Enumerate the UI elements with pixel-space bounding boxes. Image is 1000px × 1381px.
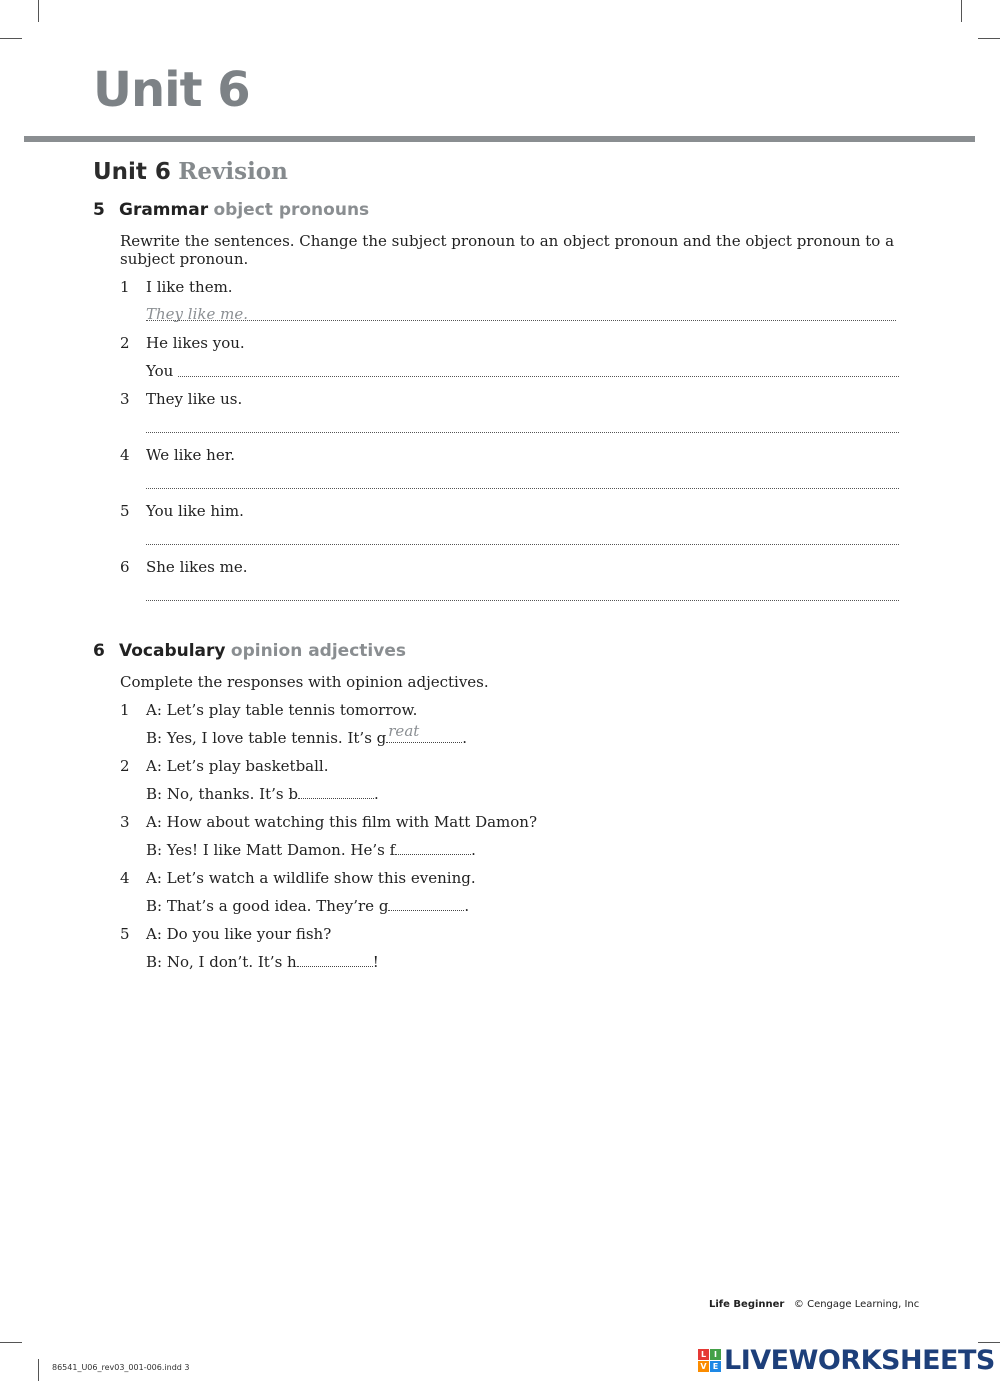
dialog-a: A: Let’s play basketball.: [146, 757, 329, 775]
dialog-b: [146, 897, 469, 915]
answer-blank-1[interactable]: [386, 722, 462, 743]
dialog-b: [146, 722, 468, 747]
item-number: 3: [120, 390, 130, 408]
dialog-b: [146, 953, 379, 971]
answer-line-2[interactable]: [178, 376, 899, 377]
file-id: 86541_U06_rev03_001-006.indd 3: [52, 1363, 190, 1372]
instruction-line-1: Rewrite the sentences. Change the subject pronoun to an object pronoun and the object pronoun to a: [120, 232, 895, 250]
book-title: Life Beginner: [709, 1299, 785, 1310]
section-number: 6: [93, 641, 105, 661]
item-number: 1: [120, 278, 130, 296]
dialog-b-end: .: [462, 729, 468, 747]
section-topic: opinion adjectives: [230, 641, 406, 661]
dialog-b: [146, 841, 476, 859]
section-word: Vocabulary: [119, 641, 226, 661]
item-number: 2: [120, 334, 130, 352]
item-sentence: We like her.: [146, 446, 235, 464]
crop-mark: [978, 38, 1000, 39]
crop-mark: [38, 0, 39, 22]
section-6-heading: [93, 643, 406, 660]
crop-mark: [0, 38, 22, 39]
section-topic: object pronouns: [213, 200, 370, 220]
dialog-b-text: B: Yes, I love table tennis. It’s g: [146, 729, 387, 747]
dialog-b-text: B: No, I don’t. It’s h: [146, 953, 297, 971]
answer-blank-2[interactable]: [298, 786, 374, 799]
logo-letter: E: [710, 1361, 721, 1372]
footer-credit: [709, 1299, 919, 1310]
answer-text: reat: [388, 722, 420, 740]
item-sentence: They like us.: [146, 390, 243, 408]
dialog-b: [146, 785, 379, 803]
crop-mark: [0, 1342, 22, 1343]
item-number: 5: [120, 925, 130, 943]
item-sentence: I like them.: [146, 278, 233, 296]
dialog-b-text: B: Yes! I like Matt Damon. He’s f: [146, 841, 396, 859]
answer-line-6[interactable]: [146, 600, 899, 601]
answer-blank-5[interactable]: [297, 954, 373, 967]
revision-heading: [93, 160, 288, 184]
answer-line-4[interactable]: [146, 488, 899, 489]
item-number: 4: [120, 446, 130, 464]
item-sentence: He likes you.: [146, 334, 245, 352]
dialog-a: A: Let’s watch a wildlife show this evening.: [146, 869, 476, 887]
page-title: Unit 6: [93, 62, 250, 118]
instruction-line-2: subject pronoun.: [120, 250, 249, 268]
section-5-heading: [93, 202, 369, 219]
answer-line-5[interactable]: [146, 544, 899, 545]
item-number: 4: [120, 869, 130, 887]
section-number: 5: [93, 200, 105, 220]
logo-blocks: [698, 1349, 721, 1372]
item-sentence: You like him.: [146, 502, 244, 520]
dialog-a: A: Do you like your fish?: [146, 925, 332, 943]
dialog-b-end: .: [464, 897, 470, 915]
item-number: 1: [120, 701, 130, 719]
logo-letter: I: [710, 1349, 721, 1360]
section-word: Grammar: [119, 200, 209, 220]
logo-letter: V: [698, 1361, 709, 1372]
dialog-b-end: .: [373, 785, 379, 803]
crop-mark: [961, 0, 962, 22]
liveworksheets-logo: [698, 1347, 995, 1374]
item-number: 3: [120, 813, 130, 831]
answer-prefix: You: [146, 362, 174, 380]
answer-blank-3[interactable]: [395, 842, 471, 855]
dialog-a: A: Let’s play table tennis tomorrow.: [146, 701, 418, 719]
dialog-b-end: !: [372, 953, 379, 971]
revision-unit: Unit 6: [93, 159, 171, 185]
item-sentence: She likes me.: [146, 558, 248, 576]
answer-line-1[interactable]: [146, 320, 896, 321]
title-rule: [24, 136, 975, 142]
revision-label: Revision: [178, 158, 288, 185]
answer-blank-4[interactable]: [388, 898, 464, 911]
dialog-b-text: B: That’s a good idea. They’re g: [146, 897, 389, 915]
dialog-b-end: .: [471, 841, 476, 859]
logo-letter: L: [698, 1349, 709, 1360]
answer-line-3[interactable]: [146, 432, 899, 433]
logo-text: LIVEWORKSHEETS: [724, 1345, 995, 1376]
crop-mark: [38, 1359, 39, 1381]
item-number: 2: [120, 757, 130, 775]
item-number: 6: [120, 558, 130, 576]
instruction: Complete the responses with opinion adjectives.: [120, 673, 489, 691]
dialog-a: A: How about watching this film with Matt Damon?: [146, 813, 537, 831]
crop-mark: [978, 1342, 1000, 1343]
item-number: 5: [120, 502, 130, 520]
copyright: © Cengage Learning, Inc: [793, 1299, 920, 1310]
dialog-b-text: B: No, thanks. It’s b: [146, 785, 298, 803]
answer-text: They like me.: [146, 305, 248, 323]
